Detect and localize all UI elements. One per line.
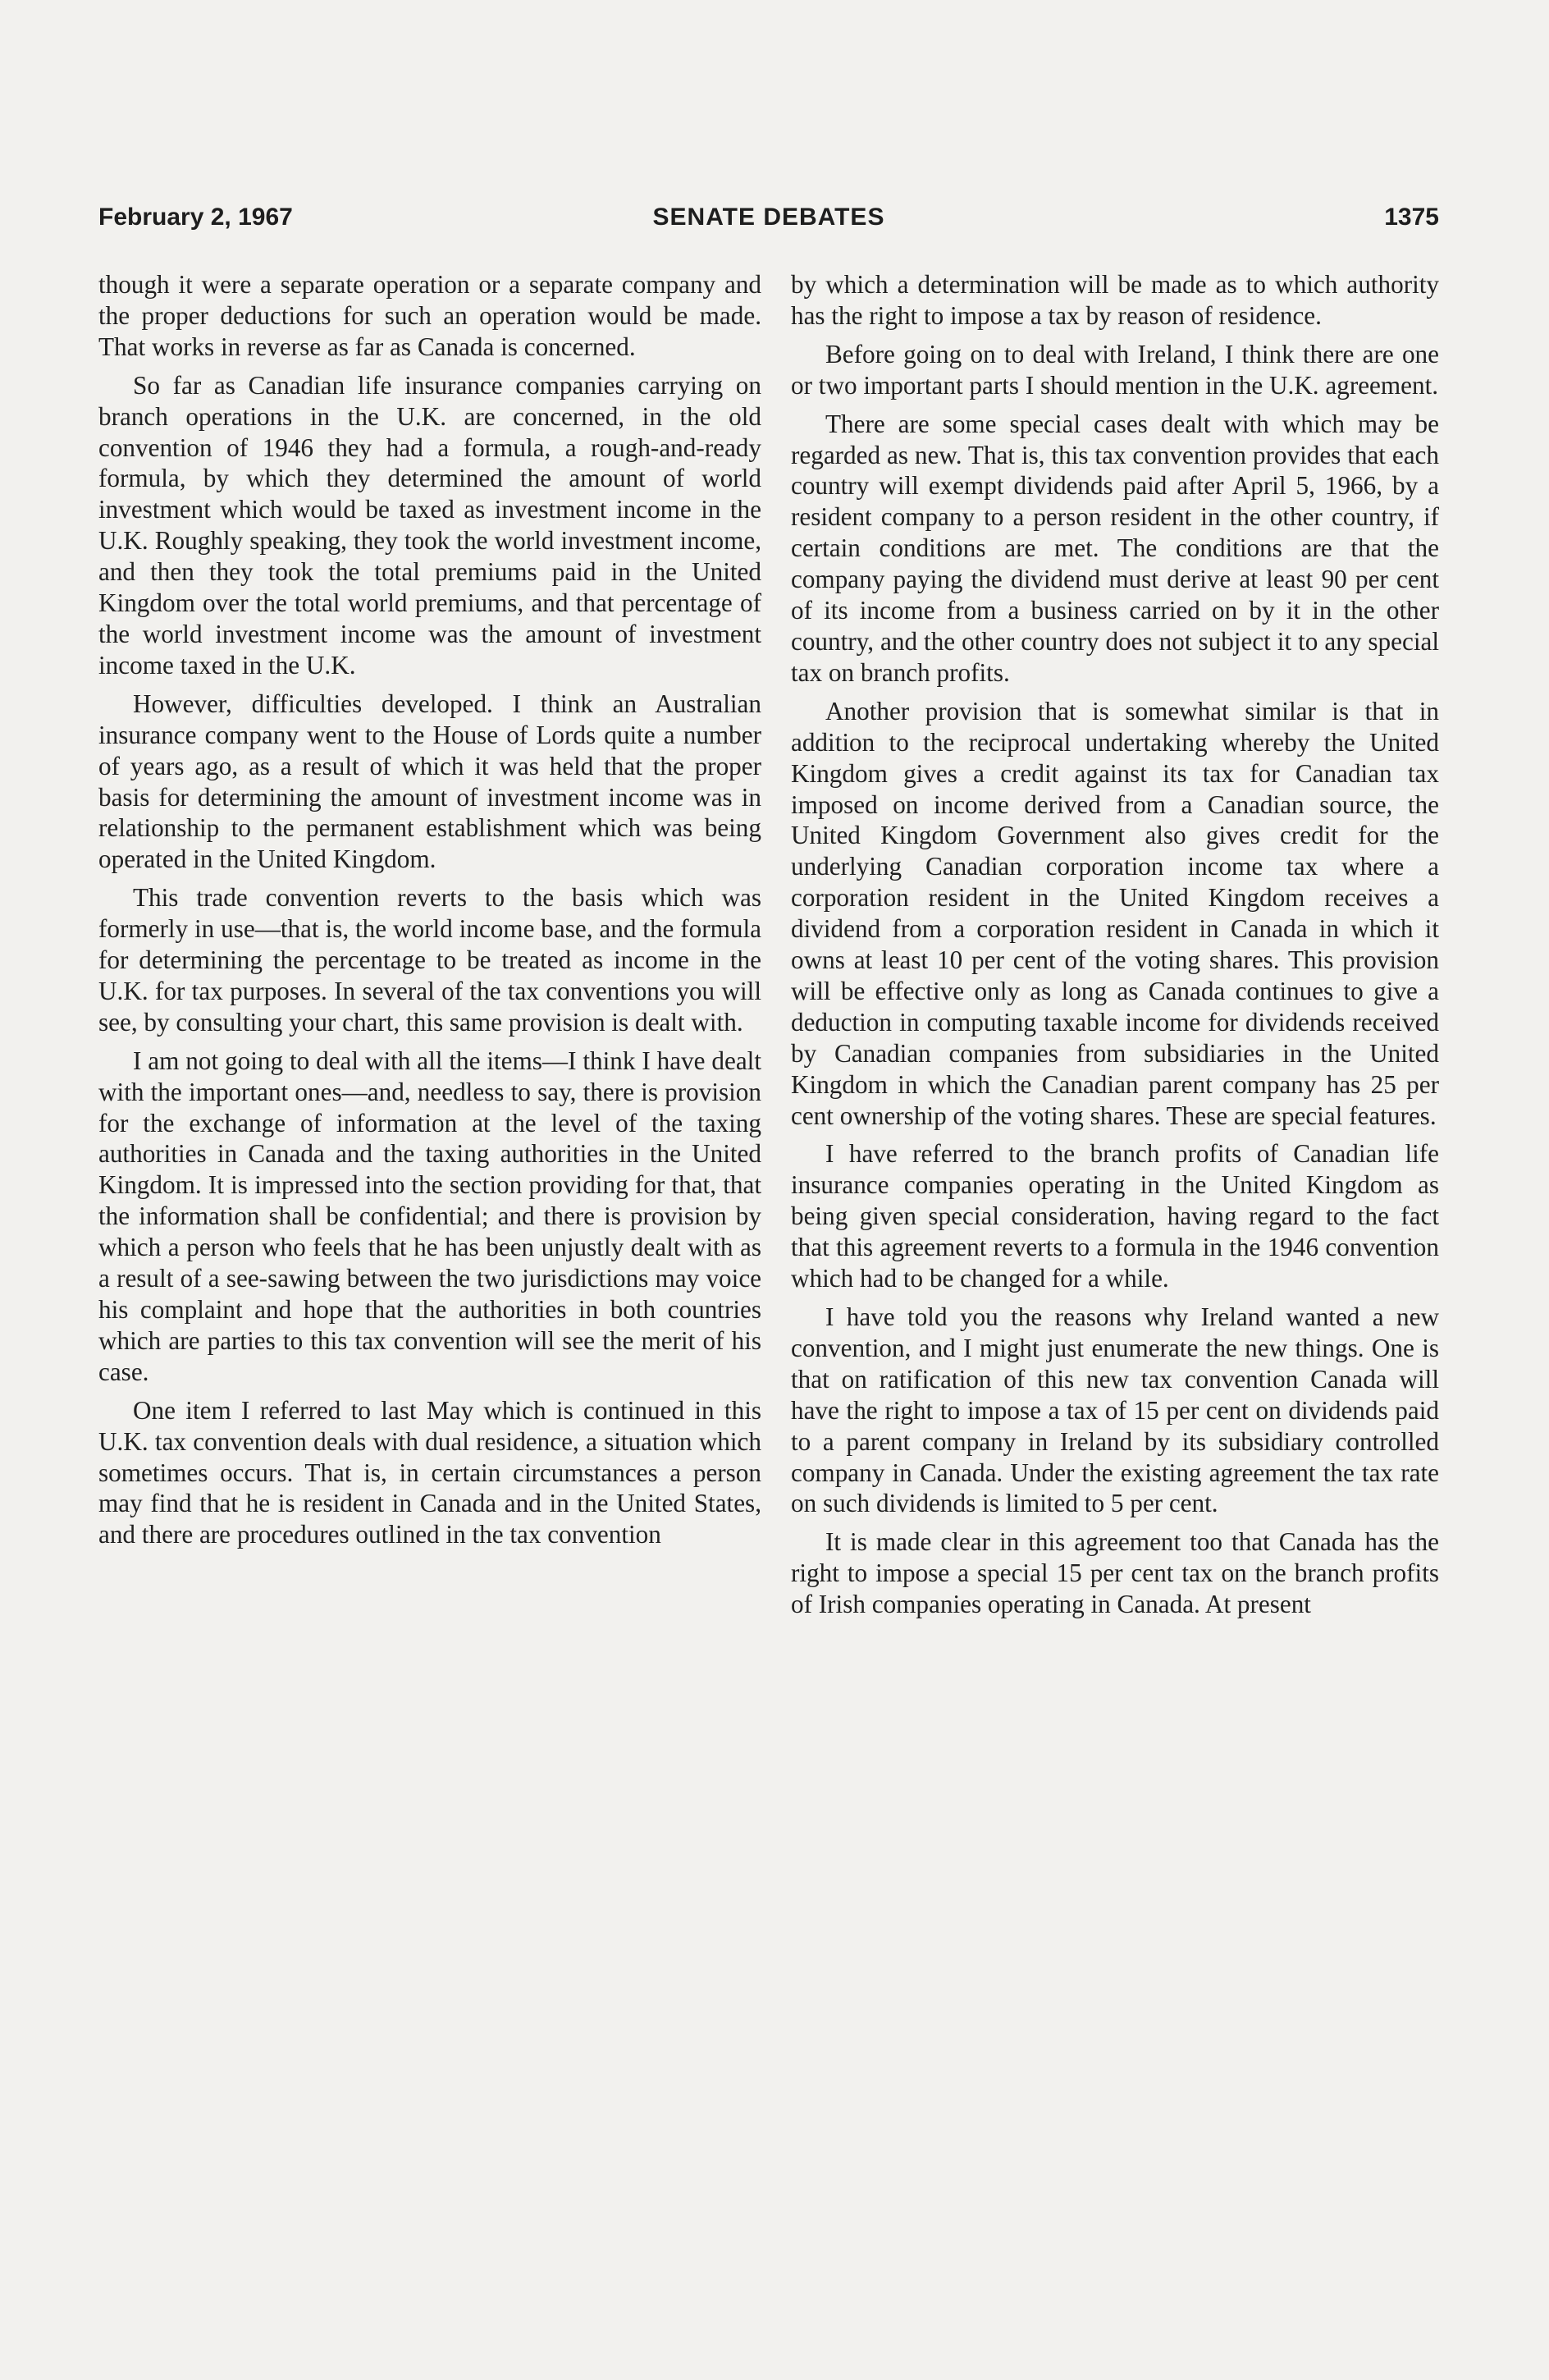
paragraph: Another provision that is somewhat similar is that in addition to the reciprocal undertaking whereby the United Kingdom gives a credit against its tax for Canadian tax imposed on income derived from a Canadian source, the United Kingdom Government also gives credit for the underlying Canadian corporation income tax where a corporation resident in the United Kingdom receives a dividend from a corporation resident in Canada in which it owns at least 10 per cent of the voting shares. This provision will be effective only as long as Canada continues to give a deduction in computing taxable income for dividends received by Canadian companies from subsidiaries in the United Kingdom in which the Canadian parent company has 25 per cent ownership of the voting shares. These are special features.	[791, 696, 1439, 1130]
paragraph: I have referred to the branch profits of Canadian life insurance companies operating in the United Kingdom as being given special consideration, having regard to the fact that this agreement reverts to a formula in the 1946 convention which had to be changed for a while.	[791, 1139, 1439, 1293]
paragraph: There are some special cases dealt with which may be regarded as new. That is, this tax convention provides that each country will exempt dividends paid after April 5, 1966, by a resident company to a person resident in the other country, if certain conditions are met. The conditions are that the company paying the dividend must derive at least 90 per cent of its income from a business carried on by it in the other country, and the other country does not subject it to any special tax on branch profits.	[791, 409, 1439, 687]
paragraph: by which a determination will be made as to which authority has the right to impose a tax by reason of residence.	[791, 270, 1439, 330]
paragraph: I have told you the reasons why Ireland wanted a new convention, and I might just enumerate the new things. One is that on ratification of this new tax convention Canada will have the right to impose a tax of 15 per cent on dividends paid to a parent company in Ireland by its subsidiary controlled company in Canada. Under the existing agreement the tax rate on such dividends is limited to 5 per cent.	[791, 1302, 1439, 1518]
paragraph: This trade convention reverts to the basis which was formerly in use—that is, the world income base, and the formula for determining the percentage to be treated as income in the U.K. for tax purposes. In several of the tax conventions you will see, by consulting your chart, this same provision is dealt with.	[98, 883, 761, 1037]
left-column	[98, 269, 761, 1558]
paragraph: However, difficulties developed. I think an Australian insurance company went to the House of Lords quite a number of years ago, as a result of which it was held that the proper basis for determining the amount of investment income was in relationship to the permanent establishment which was being operated in the United Kingdom.	[98, 689, 761, 874]
paragraph: So far as Canadian life insurance companies carrying on branch operations in the U.K. are concerned, in the old convention of 1946 they had a formula, a rough-and-ready formula, by which they determined the amount of world investment which would be taxed as investment income in the U.K. Roughly speaking, they took the world investment income, and then they took the total premiums paid in the United Kingdom over the total world premiums, and that percentage of the world investment income was the amount of investment income taxed in the U.K.	[98, 370, 761, 680]
running-head	[98, 204, 1439, 236]
paragraph: One item I referred to last May which is continued in this U.K. tax convention deals with dual residence, a situation which sometimes occurs. That is, in certain circumstances a person may find that he is resident in Canada and in the United States, and there are procedures outlined in the tax convention	[98, 1395, 761, 1549]
header-title: SENATE DEBATES	[652, 204, 885, 231]
paragraph: It is made clear in this agreement too that Canada has the right to impose a special 15 per cent tax on the branch profits of Irish companies operating in Canada. At present	[791, 1527, 1439, 1619]
page-number: 1375	[1384, 204, 1439, 231]
paragraph: though it were a separate operation or a separate company and the proper deductions for such an operation would be made. That works in reverse as far as Canada is concerned.	[98, 270, 761, 361]
paragraph: Before going on to deal with Ireland, I think there are one or two important parts I should mention in the U.K. agreement.	[791, 339, 1439, 400]
right-column	[791, 269, 1439, 1627]
header-date: February 2, 1967	[98, 204, 293, 231]
paragraph: I am not going to deal with all the items—I think I have dealt with the important ones—and, needless to say, there is provision for the exchange of information at the level of the taxing authorities in Canada and the taxing authorities in the United Kingdom. It is impressed into the section providing for that, that the information shall be confidential; and there is provision by which a person who feels that he has been unjustly dealt with as a result of a see-sawing between the two jurisdictions may voice his complaint and hope that the authorities in both countries which are parties to this tax convention will see the merit of his case.	[98, 1046, 761, 1386]
